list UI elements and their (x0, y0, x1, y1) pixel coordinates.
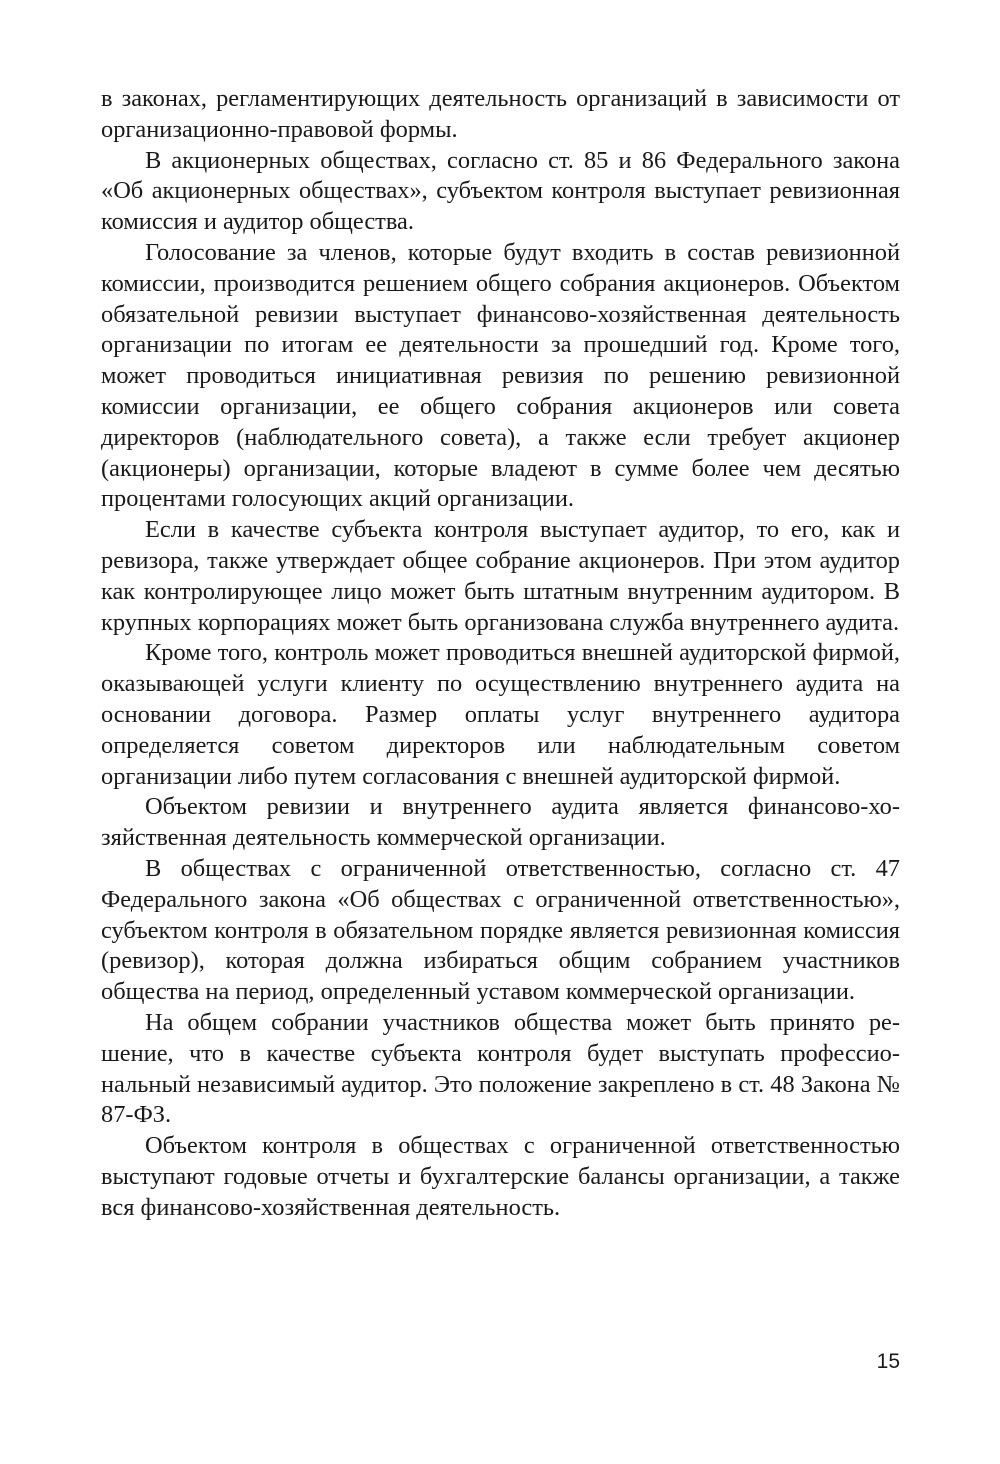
paragraph-8: На общем собрании участников общества может быть принято решение, что в качестве субъекта контроля будет выступать профессиональный независимый аудитор. Это положение закреплено в ст. 48 Закона № 87-ФЗ. (101, 1008, 900, 1129)
page-number: 15 (876, 1350, 900, 1373)
paragraph-7: В обществах с ограниченной ответственностью, согласно ст. 47 Федерального закона «Об обществах с ограниченной ответственностью», субъектом контроля в обязательном порядке является ревизионная комиссия (ревизор), которая должна избираться общим собранием участников общества на период, определенный уставом коммерческой организации. (101, 854, 900, 1006)
paragraph-3: Голосование за членов, которые будут входить в состав ревизионной комиссии, производится решением общего собрания акционеров. Объектом обязательной ревизии выступает финансово-хозяйственная деятельность организации по итогам ее деятельности за прошедший год. Кроме того, может проводиться инициативная ревизия по решению ревизионной комиссии организации, ее общего собрания акционеров или совета директоров (наблюдательного совета), а также если требует акционер (акционеры) организации, которые владеют в сумме более чем десятью процентами голосующих акций организации. (101, 238, 900, 513)
paragraph-4: Если в качестве субъекта контроля выступает аудитор, то его, как и ревизора, также утверждает общее собрание акционеров. При этом аудитор как контролирующее лицо может быть штатным внутренним аудитором. В крупных корпорациях может быть организована служба внутреннего аудита. (101, 516, 900, 636)
page-body (101, 84, 900, 1223)
paragraph-9: Объектом контроля в обществах с ограниченной ответственностью выступают годовые отчеты и бухгалтерские балансы организации, а также вся финансово-хозяйственная деятельность. (101, 1132, 900, 1221)
paragraph-6: Объектом ревизии и внутреннего аудита является финансово-хозяйственная деятельность коммерческой организации. (101, 793, 900, 852)
paragraph-2: В акционерных обществах, согласно ст. 85 и 86 Федерального закона «Об акционерных обществах», субъектом контроля выступает ревизионная комиссия и аудитор общества. (101, 146, 900, 236)
paragraph-1: в законах, регламентирующих деятельность организаций в зависимости от организационно-правовой формы. (101, 85, 900, 143)
paragraph-5: Кроме того, контроль может проводиться внешней аудиторской фирмой, оказывающей услуги клиенту по осуществлению внутреннего аудита на основании договора. Размер оплаты услуг внутреннего аудитора определяется советом директоров или наблюдательным советом организации либо путем согласования с внешней аудиторской фирмой. (101, 639, 900, 790)
